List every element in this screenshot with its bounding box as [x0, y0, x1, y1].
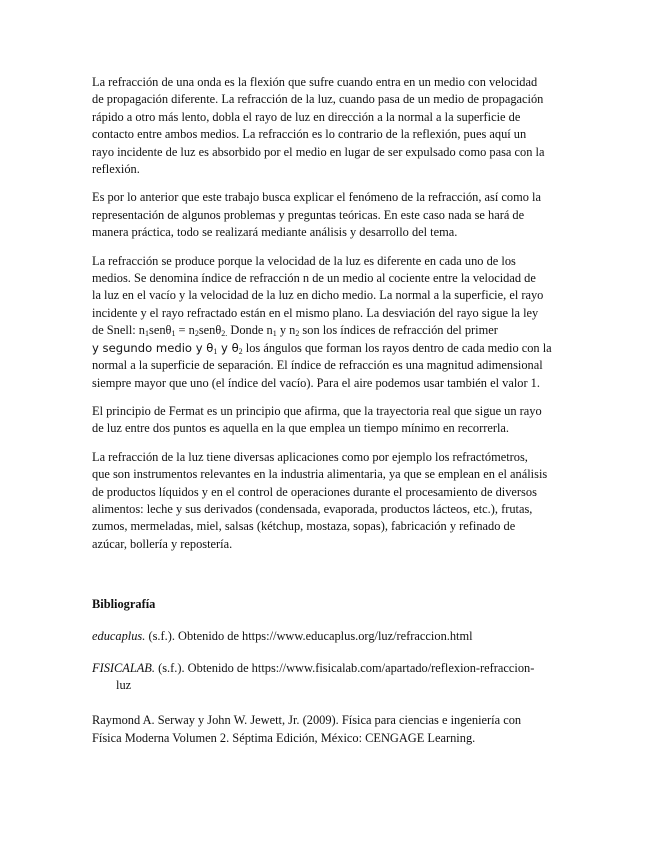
subscript: 2	[295, 329, 300, 339]
text-line: de productos líquidos y en el control de operaciones durante el procesamiento de diversos	[92, 484, 537, 499]
paragraph-definition	[92, 74, 563, 178]
ref-source-title: educaplus.	[92, 629, 146, 644]
formula-text: senθ	[149, 323, 172, 338]
formula-text: = n	[175, 323, 195, 338]
subscript: 1	[213, 346, 218, 356]
subscript: 2	[238, 346, 243, 356]
text-line: alimentos: leche y sus derivados (condensada, evaporada, productos lácteos, etc.), frutas,	[92, 501, 533, 516]
text-line: El principio de Fermat es un principio que afirma, que la trayectoria real que sigue un rayo	[92, 403, 542, 418]
paragraph-applications	[92, 449, 563, 553]
text-line: reflexión.	[92, 162, 140, 177]
text-line: representación de algunos problemas y preguntas teóricas. En este caso nada se hará de	[92, 207, 525, 222]
text-line: de propagación diferente. La refracción de la luz, cuando pasa de un medio de propagación	[92, 92, 544, 107]
subscript: 2	[194, 329, 199, 339]
formula-text: senθ	[198, 323, 222, 338]
theta-suffix-text: los ángulos que forman los rayos dentro de cada medio con la	[242, 340, 552, 355]
text-line: Raymond A. Serway y John W. Jewett, Jr. (2009). Física para ciencias e ingeniería con	[92, 713, 522, 728]
text-line: que son instrumentos relevantes en la industria alimentaria, ya que se emplean en el análisis	[92, 467, 548, 482]
text-line: la luz en el vacío y la velocidad de la luz en dicho medio. La normal a la superficie, el rayo	[92, 288, 544, 303]
text-line: contacto entre ambos medios. La refracción es lo contrario de la reflexión, pues aquí un	[92, 127, 527, 142]
paragraph-fermat	[92, 403, 563, 438]
text-line: manera práctica, todo se realizará mediante análisis y desarrollo del tema.	[92, 225, 458, 240]
text-line: La refracción de la luz tiene diversas aplicaciones como por ejemplo los refractómetros,	[92, 449, 528, 464]
bibliography-heading: Bibliografía	[92, 597, 156, 612]
formula-text: Donde n	[227, 323, 273, 338]
ref-details: (s.f.). Obtenido de https://www.educaplus.org/luz/refraccion.html	[145, 629, 473, 644]
snell-formula-line	[92, 322, 563, 339]
text-line: siempre mayor que uno (el índice del vacío). Para el aire podemos usar también el valor 1.	[92, 375, 540, 390]
subscript: 1	[145, 329, 149, 339]
subscript: 1	[171, 329, 176, 339]
text-line: zumos, mermeladas, miel, salsas (kétchup, mostaza, sopas), fabricación y refinado de	[92, 519, 516, 534]
theta-mid-text: y θ	[217, 340, 239, 355]
ref-details: (s.f.). Obtenido de https://www.fisicalab.com/apartado/reflexion-refraccion-	[154, 660, 535, 675]
text-line: de luz entre dos puntos es aquella en la que emplea un tiempo mínimo en recorrerla.	[92, 421, 510, 436]
subscript: 2.	[221, 329, 228, 339]
ref-continuation: luz	[116, 677, 132, 692]
text-line: azúcar, bollería y repostería.	[92, 536, 233, 551]
text-line: incidente y el rayo refractado están en el mismo plano. La desviación del rayo sigue la ley	[92, 305, 539, 320]
theta-line	[92, 340, 563, 357]
text-line: rayo incidente de luz es absorbido por el medio en lugar de ser expulsado como pasa con la	[92, 144, 545, 159]
text-line: Física Moderna Volumen 2. Séptima Edición, México: CENGAGE Learning.	[92, 730, 476, 745]
subscript: 1	[272, 329, 277, 339]
formula-text: son los índices de refracción del primer	[299, 323, 498, 338]
formula-text: de Snell: n	[92, 323, 145, 338]
text-line: medios. Se denomina índice de refracción n de un medio al cociente entre la velocidad de	[92, 271, 536, 286]
theta-lead-text: y segundo medio y θ	[92, 340, 214, 355]
text-line: La refracción se produce porque la velocidad de la luz es diferente en cada uno de los	[92, 253, 516, 268]
bibliography-entry-educaplus	[92, 628, 563, 645]
bibliography-entry-fisicalab	[92, 660, 563, 695]
bibliography-entry-serway	[92, 712, 563, 747]
paragraph-snell-law	[92, 253, 563, 392]
text-line: Es por lo anterior que este trabajo busca explicar el fenómeno de la refracción, así como la	[92, 190, 541, 205]
ref-source-title: FISICALAB.	[92, 660, 155, 675]
text-line: normal a la superficie de separación. El índice de refracción es una magnitud adimensional	[92, 358, 543, 373]
text-line: La refracción de una onda es la flexión que sufre cuando entra en un medio con velocidad	[92, 75, 538, 89]
formula-text: y n	[276, 323, 296, 338]
text-line: rápido a otro más lento, dobla el rayo de luz en dirección a la normal a la superficie de	[92, 109, 521, 124]
paragraph-purpose	[92, 189, 563, 241]
